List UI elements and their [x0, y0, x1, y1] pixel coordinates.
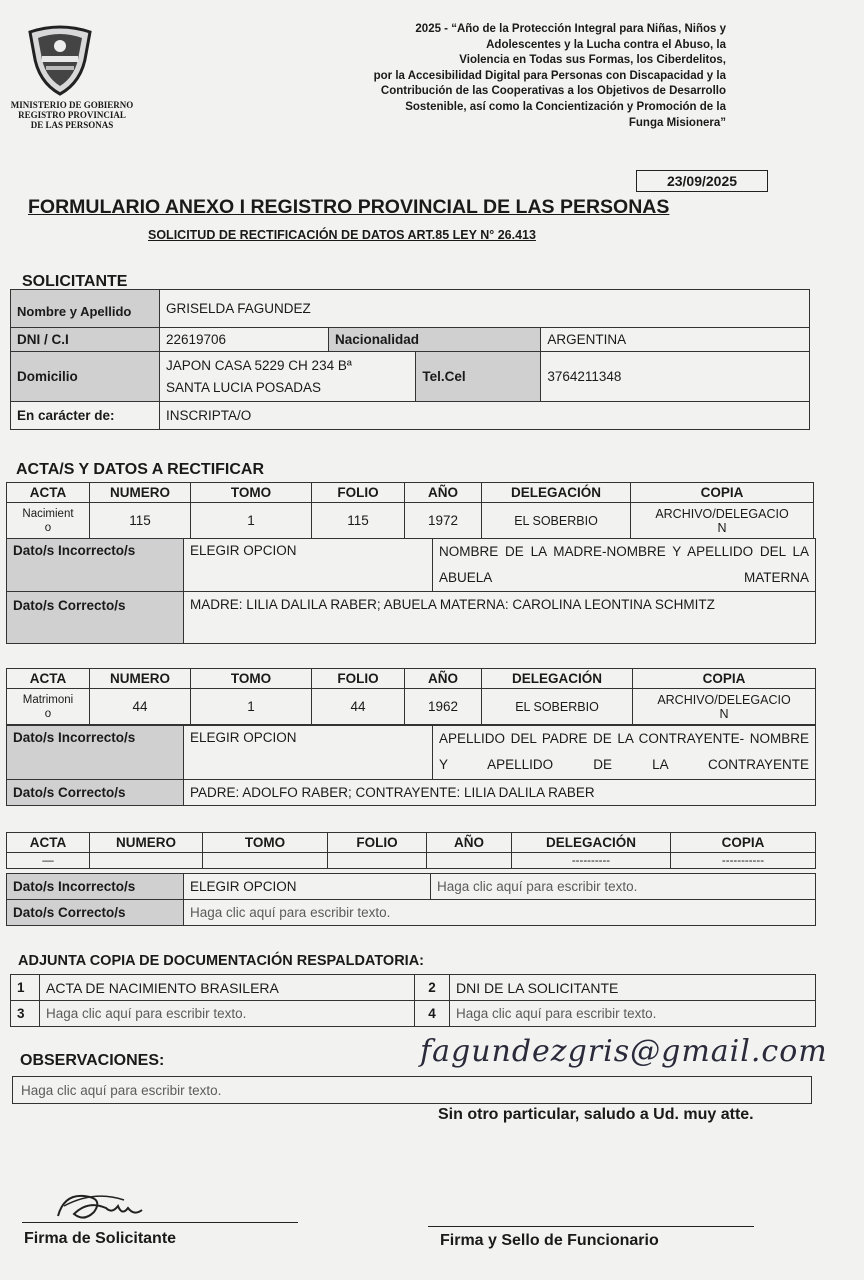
copia-line: N	[719, 706, 729, 721]
acta-folio[interactable]: 44	[312, 689, 405, 725]
col-folio: FOLIO	[328, 833, 427, 853]
phone-field[interactable]: 3764211348	[541, 352, 810, 402]
ministry-line: MINISTERIO DE GOBIERNO	[10, 100, 134, 110]
attachment-number: 3	[11, 1001, 40, 1027]
handwritten-email: fagundezgris@gmail.com	[420, 1034, 828, 1069]
col-numero: NUMERO	[90, 833, 203, 853]
actas-heading: ACTA/S Y DATOS A RECTIFICAR	[16, 461, 265, 478]
adjunta-table	[10, 974, 816, 1027]
col-folio: FOLIO	[312, 669, 405, 689]
col-folio: FOLIO	[312, 483, 405, 503]
coat-of-arms-logo	[22, 24, 98, 96]
acta-type-line: o	[44, 521, 52, 534]
acta-data-table-1	[6, 538, 816, 644]
col-anio: AÑO	[427, 833, 512, 853]
nationality-label: Nacionalidad	[329, 328, 541, 352]
attachment-field[interactable]: DNI DE LA SOLICITANTE	[450, 975, 816, 1001]
official-signature-line	[428, 1226, 754, 1227]
acta-numero[interactable]	[90, 853, 203, 869]
incorrect-label: Dato/s Incorrecto/s	[7, 726, 184, 780]
date-field[interactable]: 23/09/2025	[636, 170, 768, 192]
ministry-line: DE LAS PERSONAS	[30, 120, 114, 130]
col-tomo: TOMO	[191, 669, 312, 689]
acta-data-table-2	[6, 725, 816, 806]
acta-type[interactable]	[7, 689, 90, 725]
col-copia: COPIA	[671, 833, 816, 853]
acta-copia[interactable]: -----------	[671, 853, 816, 869]
acta-tomo[interactable]: 1	[191, 503, 312, 539]
acta-copia[interactable]	[633, 689, 816, 725]
coat-of-arms-icon	[22, 24, 98, 96]
ministry-line: REGISTRO PROVINCIAL	[18, 110, 126, 120]
col-tomo: TOMO	[191, 483, 312, 503]
col-anio: AÑO	[405, 669, 482, 689]
acta-type-line: Nacimient	[22, 507, 74, 520]
col-numero: NUMERO	[90, 669, 191, 689]
observaciones-field[interactable]: Haga clic aquí para escribir texto.	[12, 1076, 812, 1104]
attachment-number: 1	[11, 975, 40, 1001]
incorrect-text[interactable]: APELLIDO DEL PADRE DE LA CONTRAYENTE- NOMBRE Y APELLIDO DE LA CONTRAYENTE	[433, 726, 816, 780]
official-signature-label: Firma y Sello de Funcionario	[440, 1232, 659, 1249]
acta-delegacion[interactable]: ----------	[512, 853, 671, 869]
acta-delegacion[interactable]: EL SOBERBIO	[482, 503, 631, 539]
acta-tomo[interactable]	[203, 853, 328, 869]
adjunta-heading: ADJUNTA COPIA DE DOCUMENTACIÓN RESPALDATORIA:	[18, 953, 424, 969]
acta-table-2	[6, 668, 816, 725]
attachment-field[interactable]: Haga clic aquí para escribir texto.	[450, 1001, 816, 1027]
correct-text[interactable]: MADRE: LILIA DALILA RABER; ABUELA MATERNA: CAROLINA LEONTINA SCHMITZ	[184, 592, 816, 644]
copia-line: ARCHIVO/DELEGACIO	[655, 506, 789, 521]
form-subtitle: SOLICITUD DE RECTIFICACIÓN DE DATOS ART.85 LEY N° 26.413	[148, 228, 536, 242]
col-delegacion: DELEGACIÓN	[482, 483, 631, 503]
acta-table-3	[6, 832, 816, 869]
address-field[interactable]	[160, 352, 416, 402]
form-title: FORMULARIO ANEXO I REGISTRO PROVINCIAL DE LAS PERSONAS	[28, 196, 670, 218]
character-field[interactable]: INSCRIPTA/O	[160, 402, 810, 430]
dni-label: DNI / C.I	[11, 328, 160, 352]
incorrect-option-select[interactable]: ELEGIR OPCION	[184, 726, 433, 780]
incorrect-option-select[interactable]: ELEGIR OPCION	[184, 539, 433, 592]
applicant-signature-label: Firma de Solicitante	[24, 1230, 177, 1247]
acta-anio[interactable]: 1962	[405, 689, 482, 725]
acta-folio[interactable]: 115	[312, 503, 405, 539]
motto-line: por la Accesibilidad Digital para Personas con Discapacidad y la	[373, 69, 726, 82]
acta-type[interactable]	[7, 503, 90, 539]
observaciones-heading: OBSERVACIONES:	[20, 1052, 165, 1069]
correct-label: Dato/s Correcto/s	[7, 592, 184, 644]
col-tomo: TOMO	[203, 833, 328, 853]
incorrect-text[interactable]: NOMBRE DE LA MADRE-NOMBRE Y APELLIDO DEL LA ABUELA MATERNA	[433, 539, 816, 592]
acta-numero[interactable]: 44	[90, 689, 191, 725]
copia-line: ARCHIVO/DELEGACIO	[657, 692, 791, 707]
applicant-signature	[54, 1186, 150, 1231]
copia-line: N	[717, 520, 727, 535]
address-label: Domicilio	[11, 352, 160, 402]
col-delegacion: DELEGACIÓN	[482, 669, 633, 689]
motto-line: Adolescentes y la Lucha contra el Abuso, la	[486, 38, 726, 51]
acta-folio[interactable]	[328, 853, 427, 869]
solicitante-table	[10, 289, 810, 430]
name-label: Nombre y Apellido	[11, 290, 160, 328]
col-delegacion: DELEGACIÓN	[512, 833, 671, 853]
motto-line: Funga Misionera”	[628, 116, 726, 129]
col-anio: AÑO	[405, 483, 482, 503]
acta-anio[interactable]	[427, 853, 512, 869]
correct-text[interactable]: Haga clic aquí para escribir texto.	[184, 900, 816, 926]
col-acta: ACTA	[7, 669, 90, 689]
solicitante-heading: SOLICITANTE	[22, 273, 128, 290]
phone-label: Tel.Cel	[416, 352, 541, 402]
ministry-name	[2, 100, 142, 130]
correct-text[interactable]: PADRE: ADOLFO RABER; CONTRAYENTE: LILIA DALILA RABER	[184, 780, 816, 806]
name-field[interactable]: GRISELDA FAGUNDEZ	[160, 290, 810, 328]
year-motto	[300, 22, 726, 131]
attachment-field[interactable]: ACTA DE NACIMIENTO BRASILERA	[40, 975, 415, 1001]
acta-type-line: o	[44, 707, 52, 720]
incorrect-option-select[interactable]: ELEGIR OPCION	[184, 874, 431, 900]
acta-table-1	[6, 482, 814, 539]
acta-anio[interactable]: 1972	[405, 503, 482, 539]
acta-delegacion[interactable]: EL SOBERBIO	[482, 689, 633, 725]
motto-line: Violencia en Todas sus Formas, los Ciberdelitos,	[459, 54, 726, 67]
signature-scribble-icon	[54, 1186, 150, 1226]
nationality-field[interactable]: ARGENTINA	[541, 328, 810, 352]
character-label: En carácter de:	[11, 402, 160, 430]
address-line: JAPON CASA 5229 CH 234 Bª	[166, 357, 352, 373]
attachment-number: 4	[415, 1001, 450, 1027]
acta-data-table-3	[6, 873, 816, 926]
correct-label: Dato/s Correcto/s	[7, 780, 184, 806]
motto-line: 2025 - “Año de la Protección Integral para Niñas, Niños y	[415, 23, 726, 35]
attachment-number: 2	[415, 975, 450, 1001]
acta-tomo[interactable]: 1	[191, 689, 312, 725]
acta-type-line: Matrimoni	[22, 693, 74, 706]
applicant-signature-line	[22, 1222, 298, 1223]
incorrect-label: Dato/s Incorrecto/s	[7, 539, 184, 592]
dni-field[interactable]: 22619706	[160, 328, 329, 352]
address-line: SANTA LUCIA POSADAS	[166, 379, 322, 395]
col-copia: COPIA	[631, 483, 814, 503]
attachment-field[interactable]: Haga clic aquí para escribir texto.	[40, 1001, 415, 1027]
acta-copia[interactable]	[631, 503, 814, 539]
col-numero: NUMERO	[90, 483, 191, 503]
col-acta: ACTA	[7, 833, 90, 853]
col-copia: COPIA	[633, 669, 816, 689]
motto-line: Sostenible, así como la Concientización y Promoción de la	[405, 100, 726, 113]
incorrect-label: Dato/s Incorrecto/s	[7, 874, 184, 900]
motto-line: Contribución de las Cooperativas a los Objetivos de Desarrollo	[380, 85, 726, 98]
acta-type[interactable]: —	[7, 853, 90, 869]
correct-label: Dato/s Correcto/s	[7, 900, 184, 926]
col-acta: ACTA	[7, 483, 90, 503]
closing-text: Sin otro particular, saludo a Ud. muy atte.	[438, 1106, 754, 1123]
acta-numero[interactable]: 115	[90, 503, 191, 539]
incorrect-text[interactable]: Haga clic aquí para escribir texto.	[431, 874, 816, 900]
